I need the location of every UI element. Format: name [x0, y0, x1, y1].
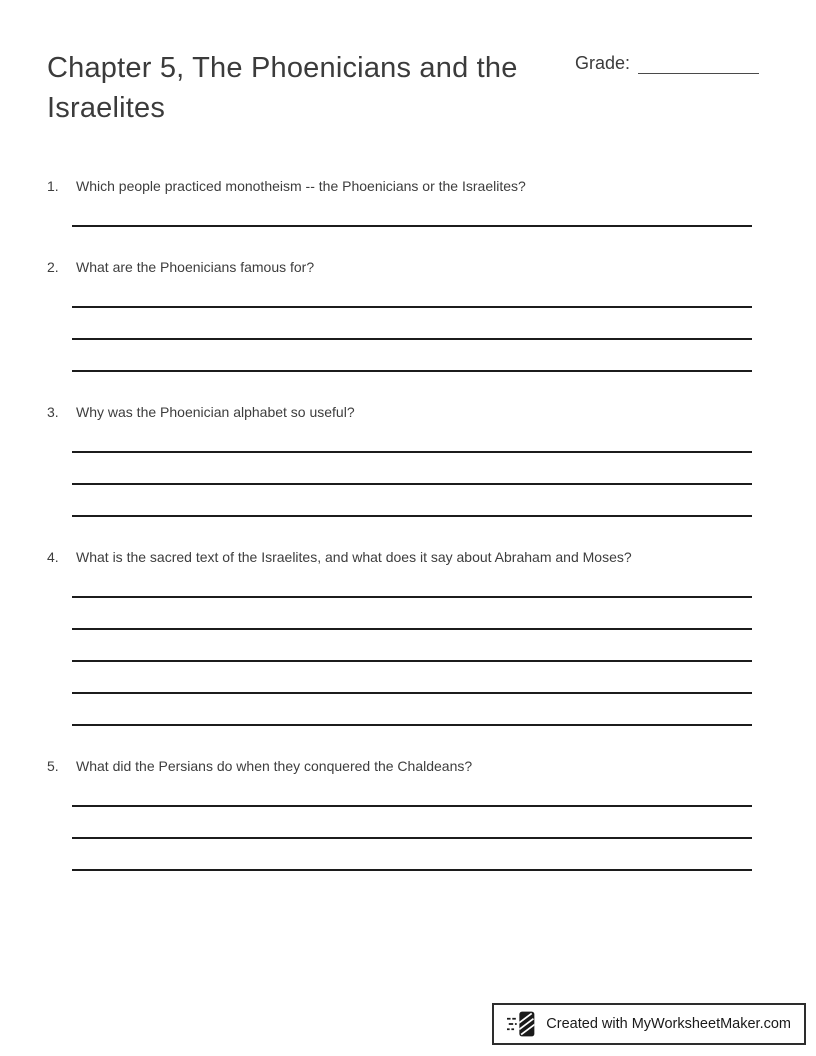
worksheet-maker-logo-icon: [507, 1010, 537, 1038]
answer-line: [72, 660, 752, 662]
answer-line: [72, 515, 752, 517]
question-number: 2.: [47, 259, 59, 275]
question-text: Why was the Phoenician alphabet so useful?: [76, 404, 355, 420]
page-title: Chapter 5, The Phoenicians and the Israelites: [47, 52, 518, 124]
grade-label: Grade:: [575, 53, 631, 73]
answer-line: [72, 596, 752, 598]
grade-field: [575, 52, 759, 74]
answer-line: [72, 451, 752, 453]
question-block: [47, 549, 768, 726]
answer-line: [72, 628, 752, 630]
answer-line: [72, 805, 752, 807]
questions-list: [47, 178, 768, 871]
answer-line: [72, 724, 752, 726]
answer-line: [72, 869, 752, 871]
question-block: [47, 404, 768, 517]
question-block: [47, 178, 768, 227]
question-number: 4.: [47, 549, 59, 565]
answer-line: [72, 306, 752, 308]
question-row: [47, 259, 768, 276]
answer-line: [72, 483, 752, 485]
question-number: 1.: [47, 178, 59, 194]
question-row: [47, 758, 768, 775]
question-text: Which people practiced monotheism -- the Phoenicians or the Israelites?: [76, 178, 526, 194]
grade-blank-line: [638, 52, 759, 74]
question-block: [47, 259, 768, 372]
answer-line: [72, 338, 752, 340]
question-text: What are the Phoenicians famous for?: [76, 259, 315, 275]
credit-footer: [492, 1003, 806, 1045]
question-text: What is the sacred text of the Israelites, and what does it say about Abraham and Moses?: [76, 549, 632, 565]
answer-line: [72, 225, 752, 227]
question-text: What did the Persians do when they conquered the Chaldeans?: [76, 758, 473, 774]
question-row: [47, 404, 768, 421]
question-number: 3.: [47, 404, 59, 420]
question-number: 5.: [47, 758, 59, 774]
credit-text: Created with MyWorksheetMaker.com: [546, 1016, 791, 1032]
answer-line: [72, 370, 752, 372]
question-block: [47, 758, 768, 871]
answer-line: [72, 837, 752, 839]
answer-line: [72, 692, 752, 694]
question-row: [47, 178, 768, 195]
question-row: [47, 549, 768, 566]
